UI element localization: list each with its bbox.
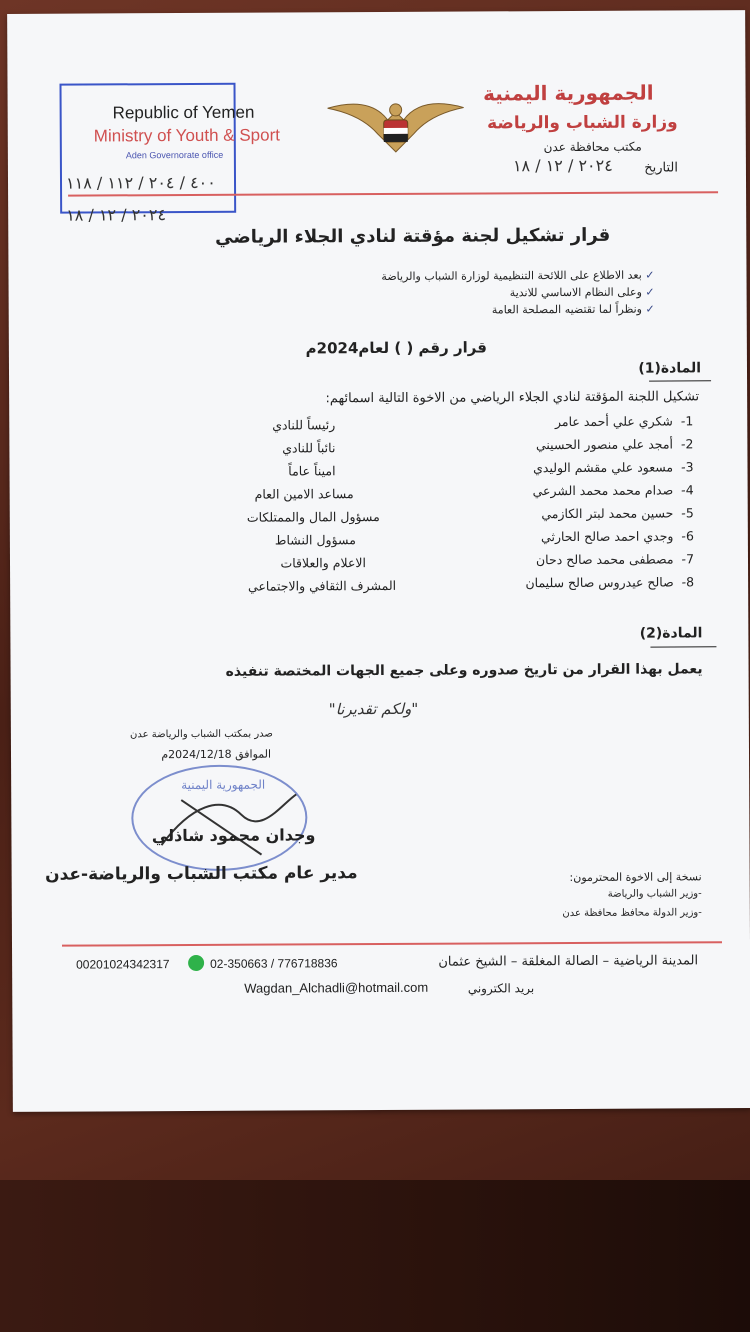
decision-number: قرار رقم ( ) لعام2024م <box>305 338 487 358</box>
copy-recipient: -وزير الدولة محافظ محافظة عدن <box>562 907 702 920</box>
preamble-item: ✓ بعد الاطلاع على اللائحة التنظيمية لوزارة الشباب والرياضة <box>381 268 655 283</box>
issued-date: الموافق 2024/12/18م <box>161 747 272 762</box>
issued-place: صدر بمكتب الشباب والرياضة عدن <box>130 728 273 741</box>
article-2-label: المادة(2) <box>639 625 703 642</box>
footer-email: Wagdan_Alchadli@hotmail.com <box>244 979 429 996</box>
signatory-name: وجدان محمود شاذلي <box>151 825 316 846</box>
member-name: 3- مسعود علي مقشم الوليدي <box>533 459 694 476</box>
header-ministry-ar: وزارة الشباب والرياضة <box>487 112 678 134</box>
article-1-intro: تشكيل اللجنة المؤقتة لنادي الجلاء الرياضي من الاخوة التالية اسمائهم: <box>325 389 700 407</box>
footer-mobile: 00201024342317 <box>76 957 170 972</box>
member-role: مسؤول المال والممتلكات <box>246 508 380 525</box>
reference-number: ٤٠٠ / ٢٠٤ / ١١٢ / ١١٨ <box>65 172 216 193</box>
member-role: رئيساً للنادي <box>272 417 336 433</box>
check-icon: ✓ <box>641 285 655 299</box>
check-icon: ✓ <box>641 268 655 282</box>
check-icon: ✓ <box>641 302 655 316</box>
stamp-date: ٢٠٢٤ / ١٢ / ١٨ <box>66 205 167 225</box>
article-1-underline <box>649 380 711 381</box>
member-name: 2- أمجد علي منصور الحسيني <box>535 436 694 453</box>
member-role: مسؤول النشاط <box>274 532 356 548</box>
preamble-item: ✓ ونظراً لما تقتضيه المصلحة العامة <box>491 302 655 317</box>
copies-heading: نسخة إلى الاخوة المحترمون: <box>569 870 702 885</box>
whatsapp-icon <box>188 955 204 971</box>
footer-address: المدينة الرياضية – الصالة المغلقة – الشيخ عثمان <box>438 953 699 970</box>
footer-email-label: بريد الكتروني <box>467 981 535 996</box>
member-name: 8- صالح عيدروس صالح سليمان <box>525 574 695 591</box>
eagle-emblem-icon <box>326 90 466 161</box>
header-date-value: ٢٠٢٤ / ١٢ / ١٨ <box>512 155 613 176</box>
decision-title: قرار تشكيل لجنة مؤقتة لنادي الجلاء الرياضي <box>215 224 611 248</box>
member-role: المشرف الثقافي والاجتماعي <box>247 577 397 594</box>
header-country-en: Republic of Yemen <box>112 102 255 123</box>
member-role: مساعد الامين العام <box>254 486 354 502</box>
member-name: 6- وجدي احمد صالح الحارثي <box>540 528 694 545</box>
header-date-label: التاريخ <box>644 160 678 176</box>
member-name: 1- شكري علي أحمد عامر <box>554 413 694 430</box>
footer-divider <box>62 941 722 946</box>
seal-text: الجمهورية اليمنية <box>181 777 266 793</box>
table-shadow <box>0 1180 750 1332</box>
document-page <box>7 10 750 1112</box>
copy-recipient: -وزير الشباب والرياضة <box>607 888 702 900</box>
member-name: 7- مصطفى محمد صالح دحان <box>535 551 695 568</box>
header-office-en: Aden Governorate office <box>125 149 224 161</box>
footer-phone: 02-350663 / 776718836 <box>210 956 338 971</box>
article-2-underline <box>650 646 716 647</box>
member-role: اميناً عاماً <box>288 463 336 479</box>
closing-regards: "ولكم تقديرنا" <box>328 699 419 719</box>
member-role: نائباً للنادي <box>282 440 336 456</box>
preamble-item: ✓ وعلى النظام الاساسي للاندية <box>509 285 655 300</box>
article-2-text: يعمل بهذا القرار من تاريخ صدوره وعلى جميع الجهات المختصة تنفيذه <box>225 661 703 680</box>
header-ministry-en: Ministry of Youth & Sport <box>93 125 280 146</box>
header-office-ar: مكتب محافظة عدن <box>543 139 642 155</box>
header-country-ar: الجمهورية اليمنية <box>483 80 654 106</box>
member-role: الاعلام والعلاقات <box>280 555 367 571</box>
member-name: 4- صدام محمد محمد الشرعي <box>532 482 694 499</box>
member-name: 5- حسين محمد لبتر الكازمي <box>541 505 694 522</box>
article-1-label: المادة(1) <box>638 360 702 377</box>
signatory-title: مدير عام مكتب الشباب والرياضة-عدن <box>45 863 358 885</box>
